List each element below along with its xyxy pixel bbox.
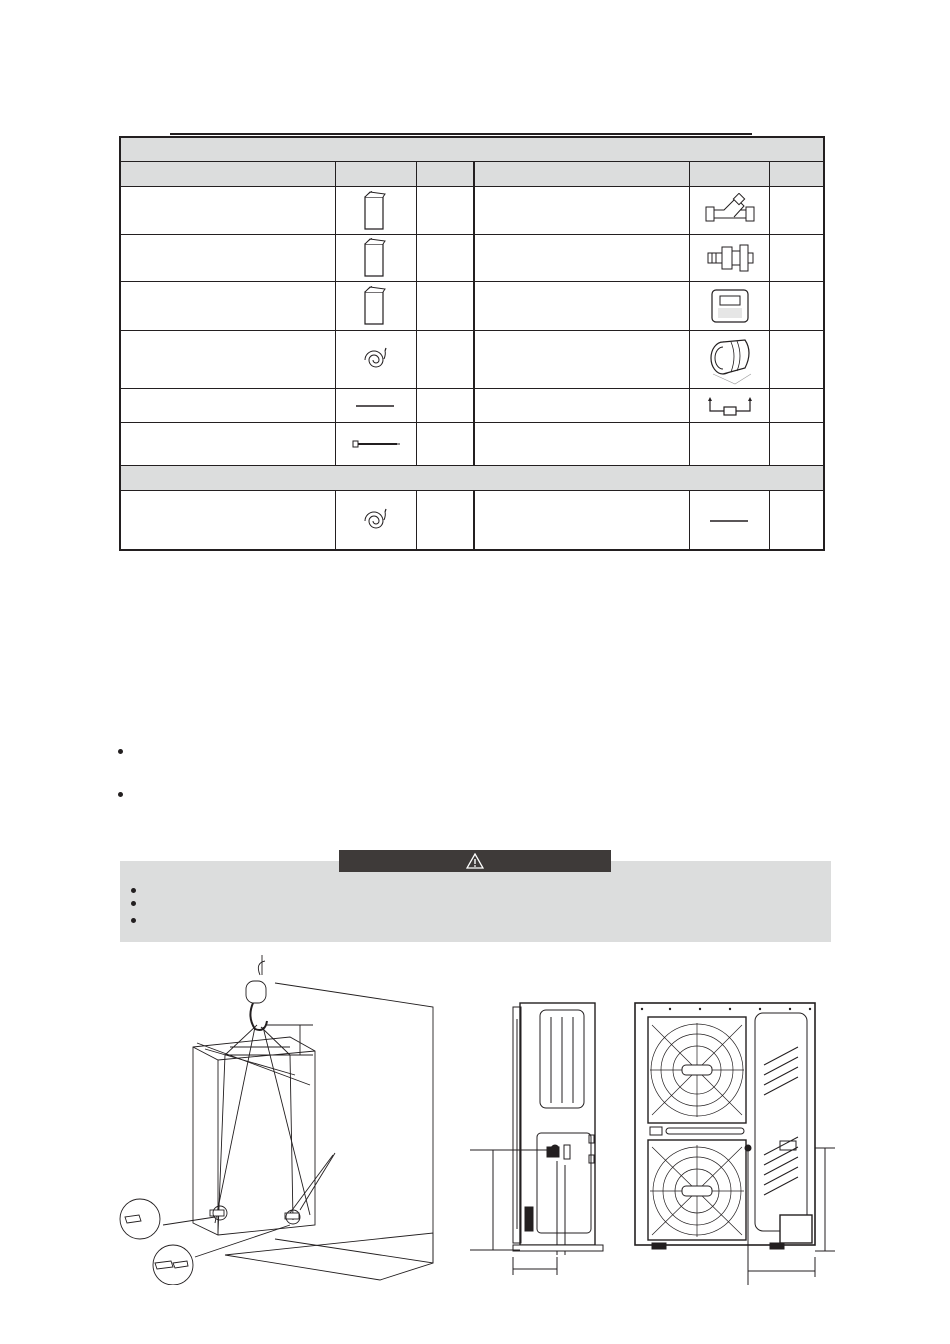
manual-booklet-icon [336, 235, 416, 281]
straight-wire-icon [690, 491, 769, 551]
optional-section-band [121, 466, 823, 490]
coiled-wire-icon [336, 491, 416, 551]
warning-triangle-icon [466, 853, 484, 869]
manual-booklet-icon [336, 282, 416, 330]
caution-box [120, 861, 831, 942]
straight-wire-icon [336, 389, 416, 422]
coiled-wire-icon [336, 331, 416, 388]
unit-front-view [630, 995, 835, 1285]
caution-header [339, 850, 611, 872]
pipe-connector-icon [690, 235, 769, 281]
wired-controller-icon [690, 282, 769, 330]
table-header-row [121, 162, 823, 186]
caution-bullet [131, 918, 136, 923]
manual-booklet-icon [336, 187, 416, 234]
table-title-band [121, 138, 823, 161]
caution-bullet [131, 888, 136, 893]
top-rule [170, 133, 752, 135]
bullet-point [118, 792, 123, 797]
resistor-icon [690, 389, 769, 422]
bullet-point [118, 749, 123, 754]
y-strainer-icon [690, 187, 769, 234]
cable-tie-icon [336, 423, 416, 465]
unit-side-view [465, 995, 610, 1280]
pipe-adapter-icon [690, 331, 769, 388]
accessories-table [119, 136, 825, 551]
lifting-diagram [115, 955, 450, 1285]
caution-bullet [131, 901, 136, 906]
